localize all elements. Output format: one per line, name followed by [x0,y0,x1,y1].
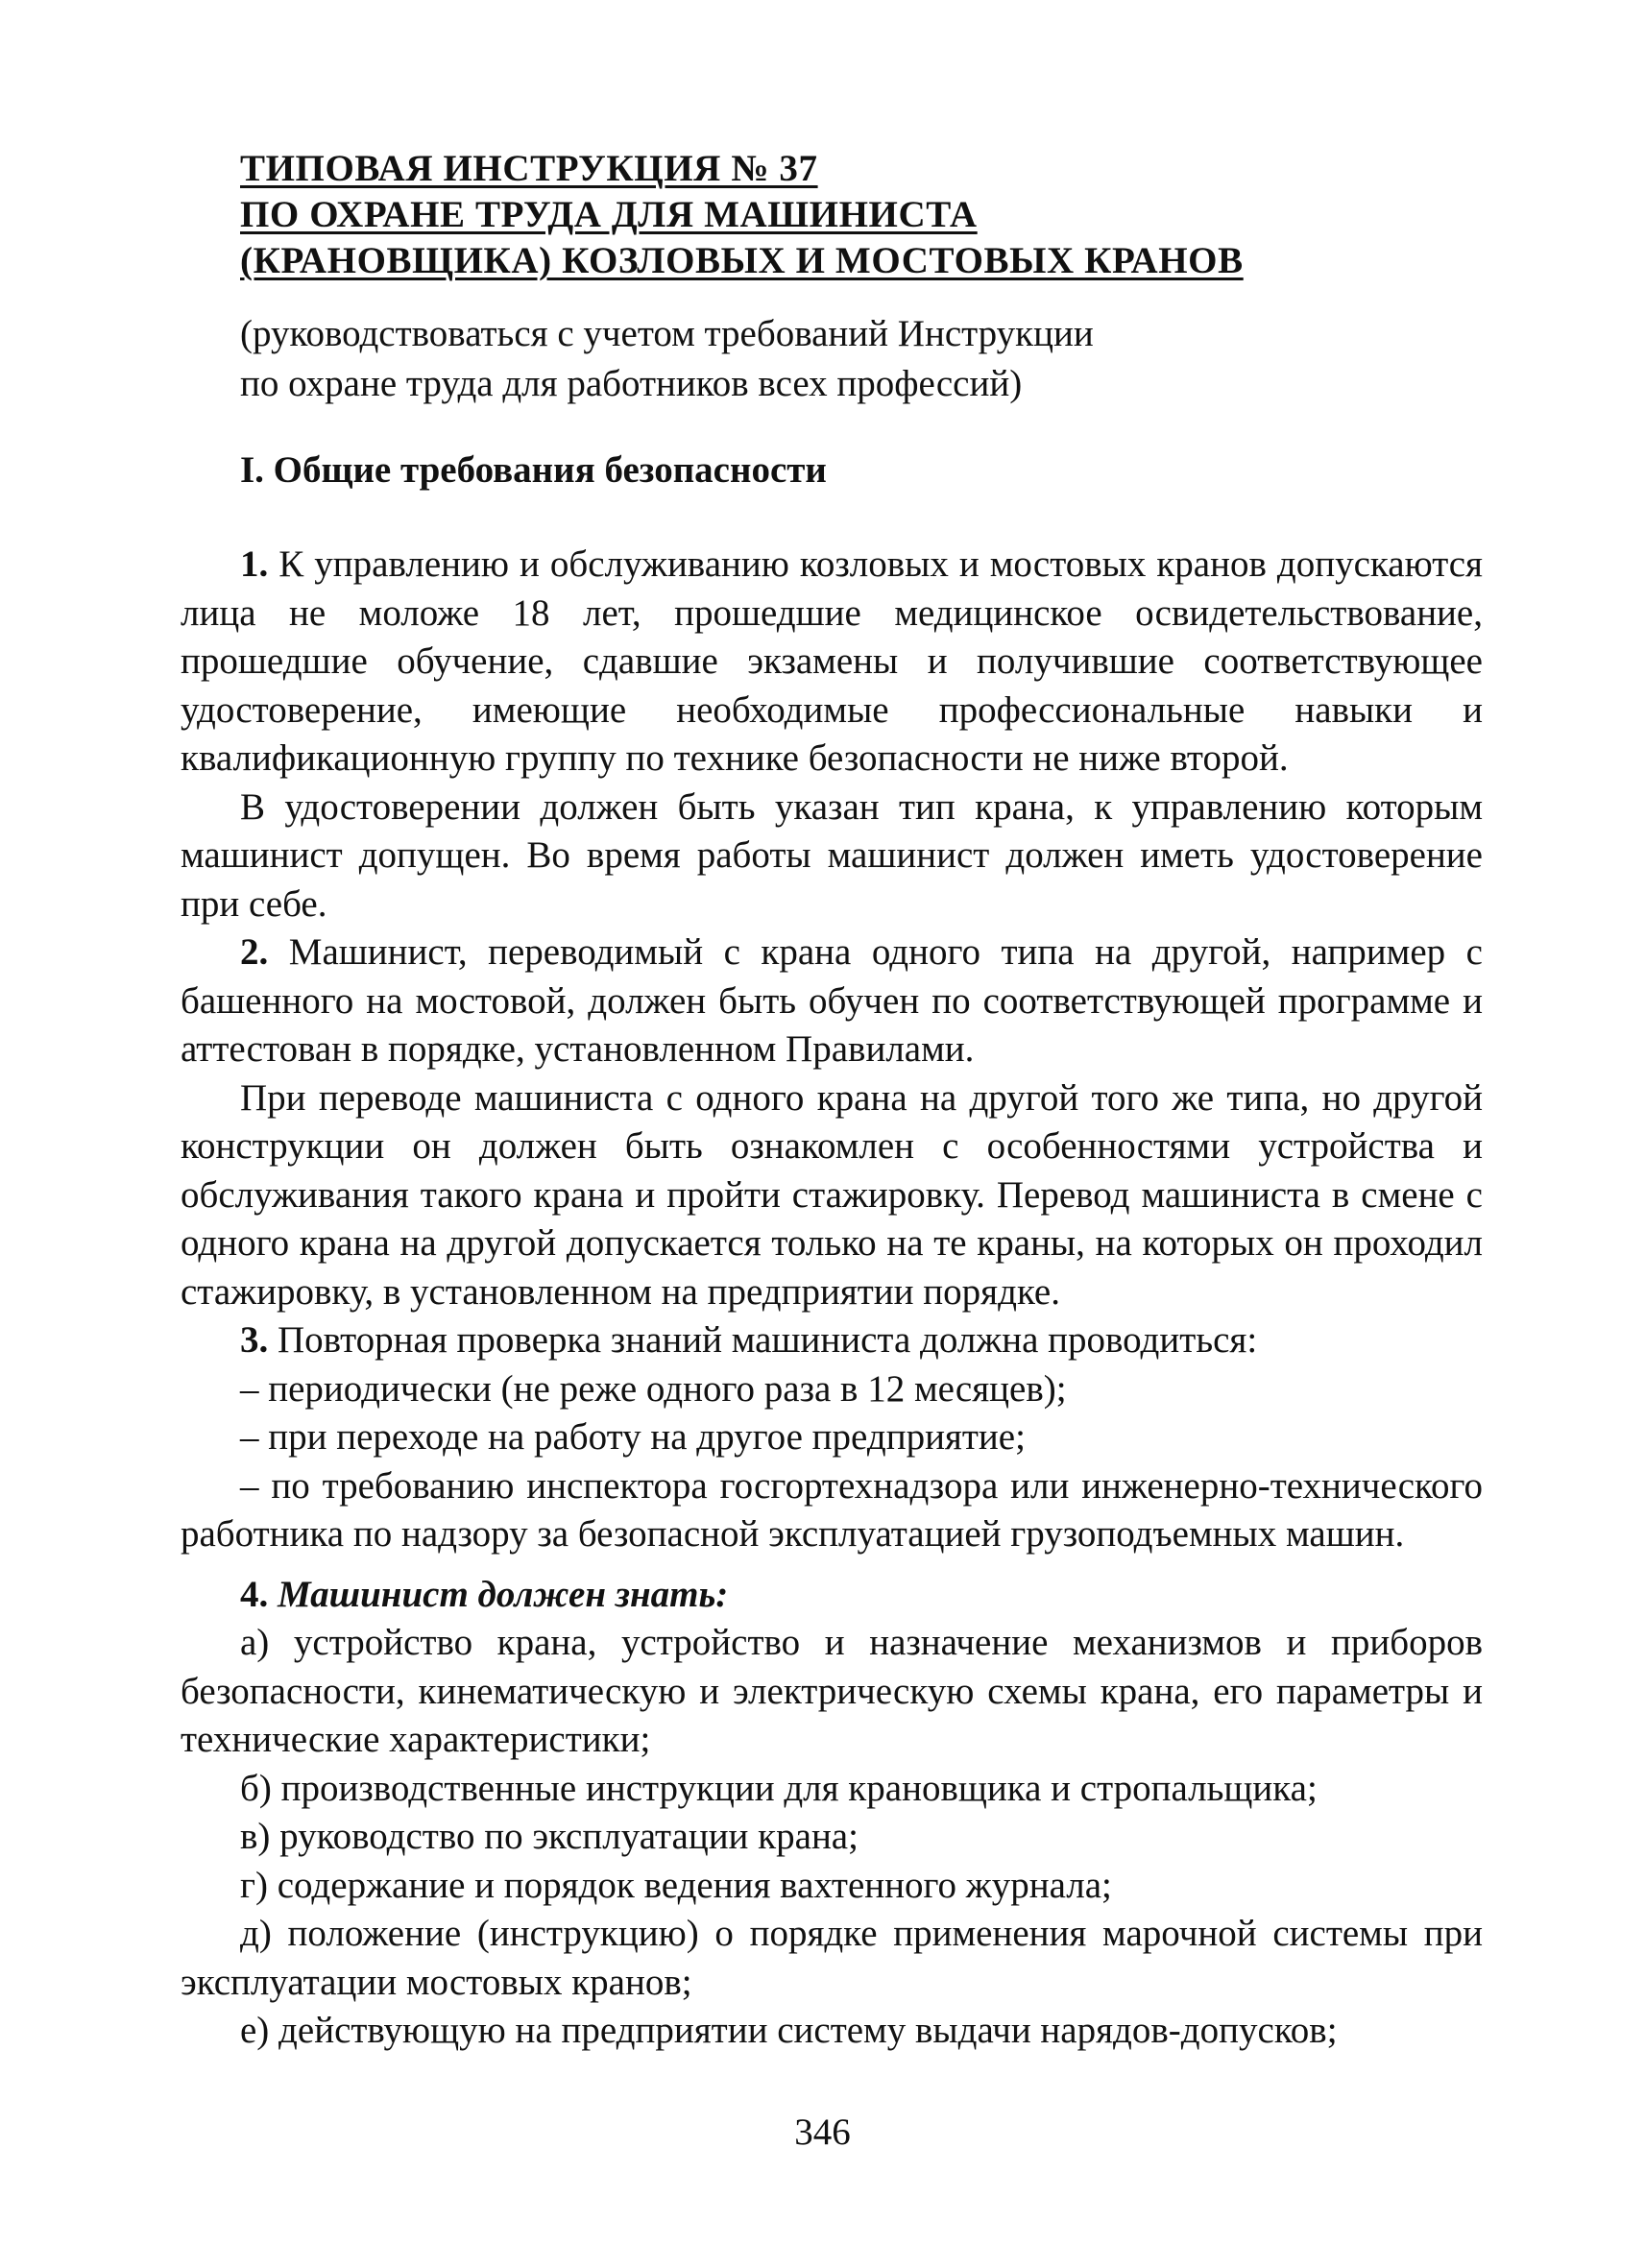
usage-note-line-2: по охране труда для работников всех профессий) [240,363,1023,404]
usage-note [240,309,1412,409]
list-item: б) производственные инструкции для крановщика и стропальщика; [240,1767,1318,1809]
paragraph-2 [181,929,1483,1074]
list-item: в) руководство по эксплуатации крана; [240,1816,859,1857]
paragraph-1 [181,541,1483,784]
paragraph-text: Машинист, переводимый с крана одного типа на другой, например с башенного на мостовой, должен быть обучен по соответствующей программе и аттестован в порядке, установленном Правилами. [181,931,1483,1070]
paragraph-1b: В удостоверении должен быть указан тип крана, к управлению которым машинист допущен. Во время работы машинист должен иметь удостоверение при себе. [181,785,1483,925]
paragraph-number: 1. [240,543,269,585]
paragraph-number: 2. [240,931,269,973]
usage-note-line-1: (руководствоваться с учетом требований Инструкции [240,313,1094,354]
paragraph-3 [181,1316,1483,1365]
paragraph-2b: При переводе машиниста с одного крана на другой того же типа, но другой конструкции он должен быть ознакомлен с особенностями устройства и обслуживания такого крана и пройти стажировку. Перевод машиниста в смене с одного крана на другой допускается только на те краны, на которых он проходил стажировку, в установленном на предприятии порядке. [181,1076,1483,1313]
list-item: – по требованию инспектора госгортехнадзора или инженерно-технического работника по надзору за безопасной эксплуатацией грузоподъемных машин. [181,1464,1483,1555]
paragraph-4 [181,1571,1483,1620]
paragraph-text: Повторная проверка знаний машиниста должна проводиться: [268,1319,1258,1361]
paragraph-text: К управлению и обслуживанию козловых и мостовых кранов допускаются лица не моложе 18 лет, прошедшие медицинское освидетельствование, прошедшие обучение, сдавшие экзамены и получившие соответствующее удостоверение, имеющие необходимые профессиональные навыки и квалификационную группу по технике безопасности не ниже второй. [181,543,1483,779]
list-item: – периодически (не реже одного раза в 12 месяцев); [240,1367,1067,1410]
list-item: д) положение (инструкцию) о порядке применения марочной системы при эксплуатации мостовых кранов; [181,1913,1483,2003]
list-item: а) устройство крана, устройство и назначение механизмов и приборов безопасности, кинематическую и электрическую схемы крана, его параметры и технические характеристики; [181,1622,1483,1760]
title-line-1: ТИПОВАЯ ИНСТРУКЦИЯ № 37 [240,148,818,189]
page-number: 346 [794,2111,851,2153]
document-title [240,146,1412,284]
section-heading: I. Общие требования безопасности [240,449,827,491]
title-line-3: (КРАНОВЩИКА) КОЗЛОВЫХ И МОСТОВЫХ КРАНОВ [240,240,1244,281]
paragraph-gap [181,1559,1483,1571]
paragraph-heading: Машинист должен знать: [268,1573,729,1615]
paragraph-number: 3. [240,1319,269,1361]
document-body [181,541,1483,2056]
paragraph-number: 4. [240,1573,269,1615]
list-item: г) содержание и порядок ведения вахтенного журнала; [240,1864,1112,1906]
list-item: е) действующую на предприятии систему выдачи нарядов-допусков; [240,2010,1338,2051]
title-line-2: ПО ОХРАНЕ ТРУДА ДЛЯ МАШИНИСТА [240,194,978,235]
list-item: – при переходе на работу на другое предприятие; [240,1416,1026,1458]
